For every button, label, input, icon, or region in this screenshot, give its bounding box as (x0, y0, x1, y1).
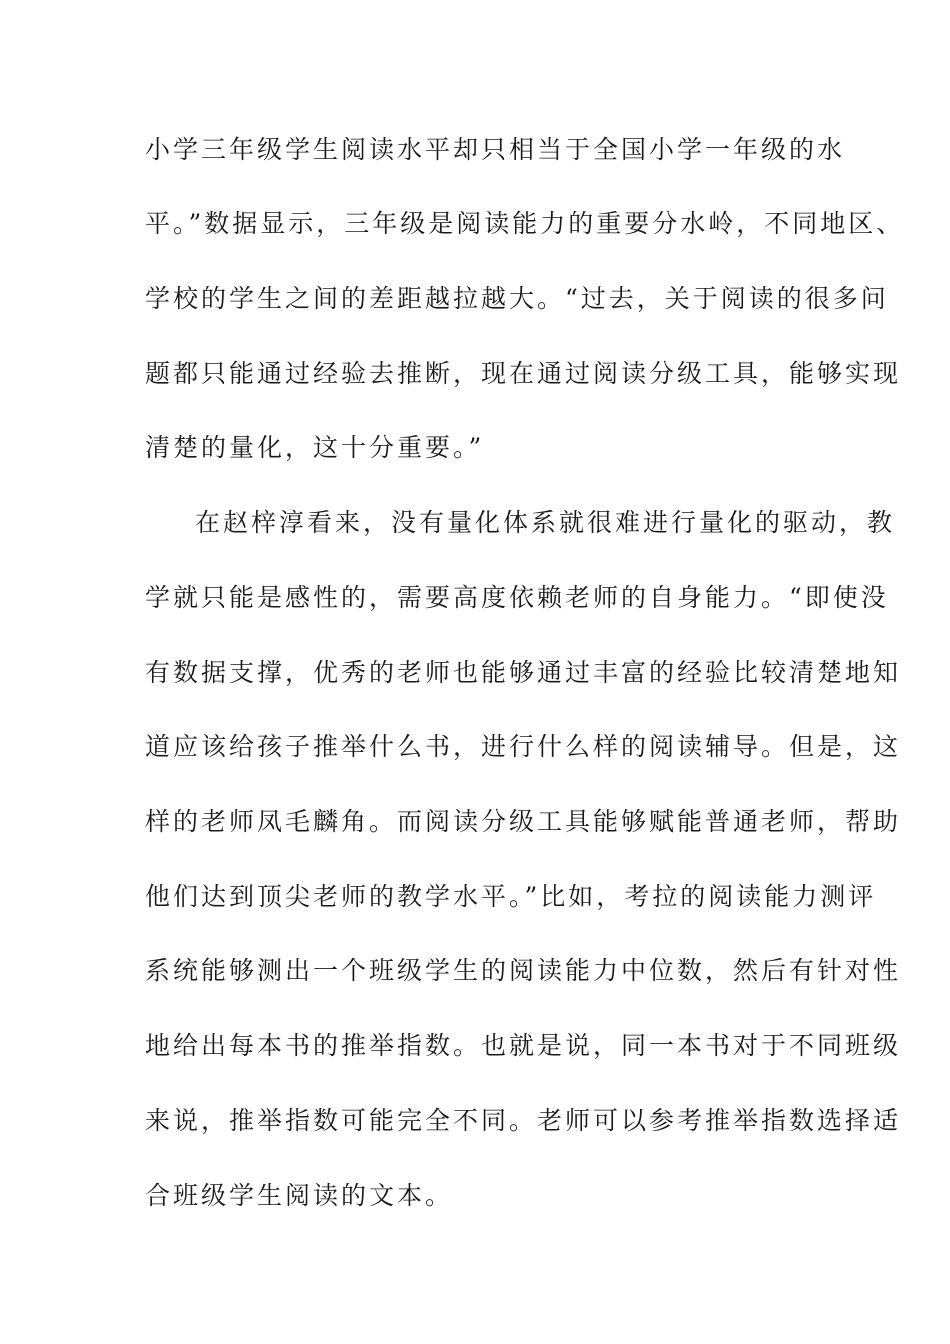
text-line: 有数据支撑，优秀的老师也能够通过丰富的经验比较清楚地知 (145, 658, 902, 687)
text-line: 道应该给孩子推举什么书，进行什么样的阅读辅导。但是，这 (145, 732, 902, 761)
text-line: 清楚的量化，这十分重要。” (145, 433, 485, 462)
text-line: 来说，推举指数可能完全不同。老师可以参考推举指数选择适 (145, 1106, 902, 1135)
paragraph-start-line: 在赵梓淳看来，没有量化体系就很难进行量化的驱动，教 (195, 508, 896, 537)
text-line: 合班级学生阅读的文本。 (145, 1181, 454, 1210)
text-line: 题都只能通过经验去推断，现在通过阅读分级工具，能够实现 (145, 359, 902, 388)
text-line: 平。”数据显示，三年级是阅读能力的重要分水岭，不同地区、 (145, 209, 905, 238)
text-line: 他们达到顶尖老师的教学水平。”比如，考拉的阅读能力测评 (145, 882, 877, 911)
text-line: 系统能够测出一个班级学生的阅读能力中位数，然后有针对性 (145, 956, 902, 985)
text-line: 地给出每本书的推举指数。也就是说，同一本书对于不同班级 (145, 1031, 902, 1060)
text-line: 样的老师凤毛麟角。而阅读分级工具能够赋能普通老师，帮助 (145, 807, 902, 836)
text-line: 小学三年级学生阅读水平却只相当于全国小学一年级的水 (145, 135, 846, 164)
text-line: 学校的学生之间的差距越拉越大。“过去，关于阅读的很多问 (145, 284, 889, 313)
text-line: 学就只能是感性的，需要高度依赖老师的自身能力。“即使没 (145, 583, 889, 612)
